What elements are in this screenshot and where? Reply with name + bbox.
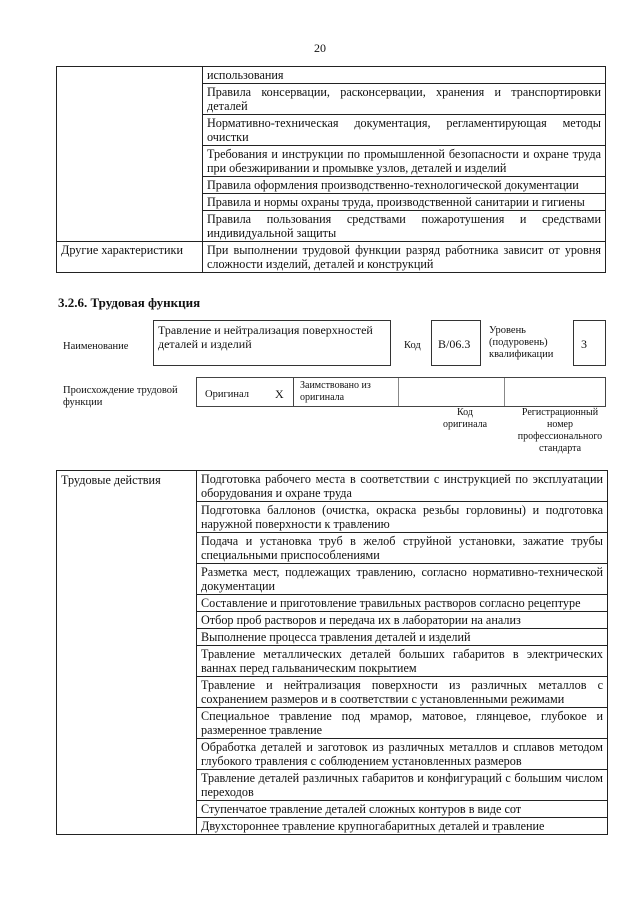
section-title: 3.2.6. Трудовая функция	[58, 295, 201, 310]
action-item: Ступенчатое травление деталей сложных контуров в виде сот	[197, 801, 608, 818]
actions-label: Трудовые действия	[57, 471, 197, 835]
row-text: Правила и нормы охраны труда, производственной санитарии и гигиены	[203, 194, 606, 211]
action-item: Травление металлических деталей больших габаритов в электрических ваннах перед гальваническим покрытием	[197, 646, 608, 677]
action-item: Подготовка рабочего места в соответствии с инструкцией по эксплуатации оборудования и охране труда	[197, 471, 608, 502]
borrowed-label: Заимствовано из оригинала	[300, 380, 371, 403]
action-item: Подача и установка труб в желоб струйной установки, зажатие трубы специальными приспособлениями	[197, 533, 608, 564]
level-value-box: 3	[573, 320, 606, 366]
action-item: Отбор проб растворов и передача их в лаборатории на анализ	[197, 612, 608, 629]
actions-table	[56, 470, 608, 835]
row-text: использования	[203, 67, 606, 84]
function-name-box: Травление и нейтрализация поверхностей деталей и изделий	[153, 320, 391, 366]
action-item: Подготовка баллонов (очистка, окраска резьбы горловины) и подготовка наружной поверхности к травлению	[197, 502, 608, 533]
table-row	[57, 471, 608, 502]
row-label: Другие характеристики	[57, 242, 203, 273]
row-text: Правила консервации, расконсервации, хранения и транспортировки деталей	[203, 84, 606, 115]
table-row	[57, 242, 606, 273]
knowledge-table	[56, 66, 606, 273]
action-item: Составление и приготовление травильных растворов согласно рецептуре	[197, 595, 608, 612]
table-row	[57, 67, 606, 84]
action-item: Обработка деталей и заготовок из различных металлов и сплавов методом глубокого травления с соблюдением установленных размеров	[197, 739, 608, 770]
row-text: Правила пользования средствами пожаротушения и средствами индивидуальной защиты	[203, 211, 606, 242]
row-text: При выполнении трудовой функции разряд работника зависит от уровня сложности изделий, деталей и конструкций	[203, 242, 606, 273]
original-mark: X	[275, 387, 284, 401]
code-label: Код	[404, 340, 421, 351]
action-item: Двухстороннее травление крупногабаритных деталей и травление	[197, 818, 608, 835]
origin-row	[196, 377, 606, 407]
function-code-box: B/06.3	[431, 320, 481, 366]
code-caption: Код оригинала	[442, 407, 488, 430]
level-label: Уровень (подуровень) квалификации	[489, 325, 554, 360]
reg-caption: Регистрационный номер профессионального стандарта	[517, 407, 603, 454]
row-text: Требования и инструкции по промышленной безопасности и охране труда при обезжиривании и промывке узлов, деталей и изделий	[203, 146, 606, 177]
name-label: Наименование	[63, 341, 129, 352]
page-number: 20	[314, 41, 326, 55]
action-item: Травление и нейтрализация поверхности из различных металлов с сохранением размеров и в соответствии с установленными режимами	[197, 677, 608, 708]
row-text: Правила оформления производственно-технологической документации	[203, 177, 606, 194]
action-item: Разметка мест, подлежащих травлению, согласно нормативно-технической документации	[197, 564, 608, 595]
origin-label: Происхождение трудовой функции	[63, 385, 178, 408]
original-label: Оригинал	[205, 389, 249, 400]
row-label	[57, 67, 203, 242]
action-item: Специальное травление под мрамор, матовое, глянцевое, глубокое и размеренное травление	[197, 708, 608, 739]
action-item: Травление деталей различных габаритов и конфигураций с большим числом переходов	[197, 770, 608, 801]
row-text: Нормативно-техническая документация, регламентирующая методы очистки	[203, 115, 606, 146]
action-item: Выполнение процесса травления деталей и изделий	[197, 629, 608, 646]
